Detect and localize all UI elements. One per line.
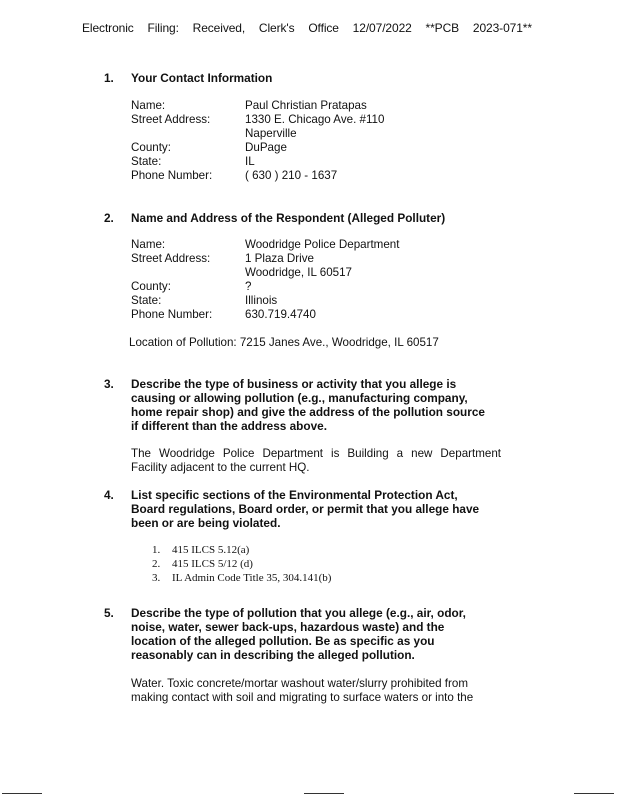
section-1-number: 1. [104,71,114,85]
header-word: Received, [192,21,246,35]
header-word: Filing: [147,21,179,35]
title-line: causing or allowing pollution (e.g., manufacturing company, [131,391,468,405]
title-line: location of the alleged pollution. Be as specific as you [131,634,435,648]
scan-marks [0,791,618,795]
section-3-answer: The Woodridge Police Department is Building a new Department Facility adjacent to the current HQ. [131,447,501,474]
header-word: Office [308,21,339,35]
field-value: 1 Plaza Drive [245,252,314,265]
field-value: ( 630 ) 210 - 1637 [245,169,338,182]
field-value: Woodridge, IL 60517 [245,266,352,279]
field-label: State: [131,155,162,168]
title-line: List specific sections of the Environmental Protection Act, [131,488,458,502]
field-value: 1330 E. Chicago Ave. #110 [245,113,385,126]
title-line: Describe the type of business or activity that you allege is [131,377,457,391]
section-5-number: 5. [104,606,114,620]
contact-info-list [131,99,384,183]
list-item: 1. 415 ILCS 5.12(a) [152,544,250,556]
title-line: been or are being violated. [131,516,281,530]
field-value: Woodridge Police Department [245,238,400,251]
section-4-title [131,488,479,530]
header-word: **PCB [425,21,460,35]
scan-mark [2,793,42,794]
section-5-title [131,606,466,662]
title-line: home repair shop) and give the address of the pollution source [131,405,485,419]
section-2-title: Name and Address of the Respondent (Alleged Polluter) [131,211,446,225]
section-4-number: 4. [104,488,114,502]
title-line: Describe the type of pollution that you allege (e.g., air, odor, [131,606,466,620]
header-word: Clerk's [258,21,295,35]
field-label: Name: [131,99,166,112]
respondent-info-list [131,238,399,322]
header-word: Electronic [82,21,134,35]
section-3-title [131,377,485,433]
scan-mark [574,793,614,794]
section-1-title: Your Contact Information [131,71,273,85]
field-value: Paul Christian Pratapas [245,99,367,112]
violations-list [152,543,331,585]
field-label: Name: [131,238,166,251]
title-line: reasonably can in describing the alleged pollution. [131,648,415,662]
field-label: Street Address: [131,252,211,265]
field-value: 630.719.4740 [245,308,316,321]
section-2-number: 2. [104,211,114,225]
title-line: Board regulations, Board order, or permit that you allege have [131,502,480,516]
header-case-number: 2023-071** [472,21,532,35]
field-label [131,266,245,280]
field-value: DuPage [245,141,287,154]
field-value: ? [245,280,252,293]
scan-mark [304,793,344,794]
field-value: Naperville [245,127,297,140]
title-line: if different than the address above. [131,419,327,433]
field-label: State: [131,294,162,307]
field-value: IL [245,155,255,168]
section-3-number: 3. [104,377,114,391]
field-value: Illinois [245,294,278,307]
answer-line: Water. Toxic concrete/mortar washout water/slurry prohibited from [131,677,468,690]
pollution-location: Location of Pollution: 7215 Janes Ave., Woodridge, IL 60517 [129,336,439,349]
list-item: 2. 415 ILCS 5/12 (d) [152,558,253,570]
list-item: 3. IL Admin Code Title 35, 304.141(b) [152,572,332,584]
field-label: County: [131,280,171,293]
section-5-answer [131,677,473,704]
header-date: 12/07/2022 [352,21,412,35]
field-label: County: [131,141,171,154]
field-label [131,127,245,141]
field-label: Phone Number: [131,308,213,321]
field-label: Street Address: [131,113,211,126]
field-label: Phone Number: [131,169,213,182]
answer-line: making contact with soil and migrating to surface waters or into the [131,690,474,704]
title-line: noise, water, sewer back-ups, hazardous waste) and the [131,620,445,634]
filing-header [82,21,532,35]
